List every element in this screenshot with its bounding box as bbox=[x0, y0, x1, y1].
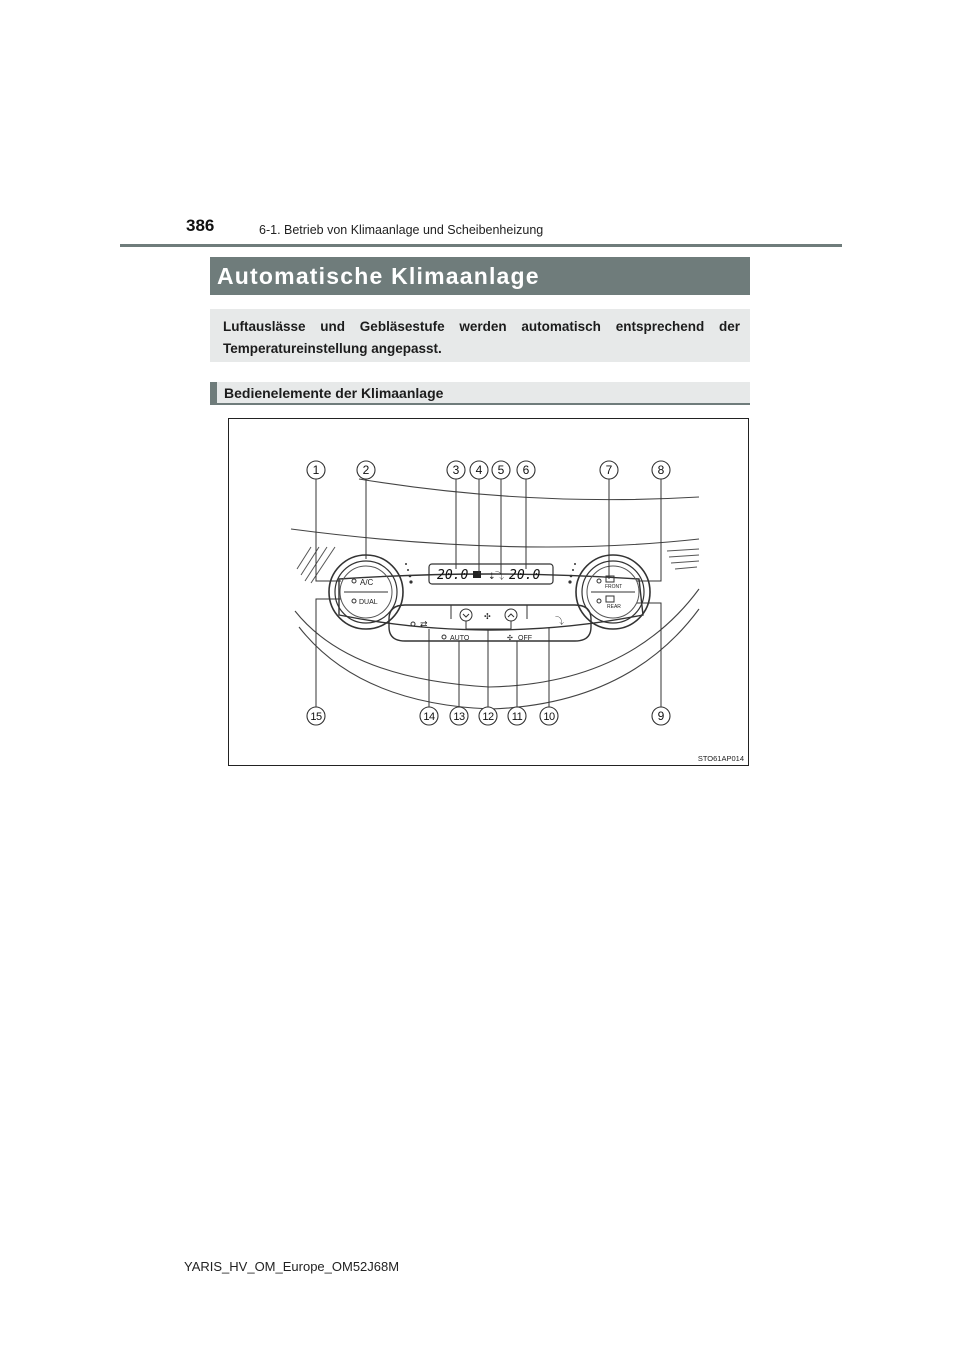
svg-text:⤵: ⤵ bbox=[555, 616, 565, 626]
svg-text:⇣: ⇣ bbox=[488, 571, 496, 581]
svg-text:15: 15 bbox=[310, 711, 322, 723]
auto-label: AUTO bbox=[450, 635, 470, 642]
callout-6 bbox=[517, 461, 535, 479]
left-temp-knob bbox=[329, 555, 403, 629]
display-right-temp: 20.0 bbox=[509, 568, 541, 583]
svg-text:✣: ✣ bbox=[484, 612, 491, 621]
rear-label: REAR bbox=[607, 604, 621, 610]
ac-label: A/C bbox=[360, 578, 374, 587]
callout-1 bbox=[307, 461, 325, 479]
callout-15 bbox=[307, 707, 325, 725]
svg-text:11: 11 bbox=[511, 711, 523, 723]
svg-text:2: 2 bbox=[362, 463, 370, 477]
dual-label: DUAL bbox=[359, 599, 378, 606]
callout-10 bbox=[540, 707, 558, 725]
section-heading-bar bbox=[210, 382, 750, 405]
svg-text:⤵: ⤵ bbox=[495, 571, 505, 581]
header-rule bbox=[120, 244, 842, 247]
section-accent bbox=[210, 382, 217, 405]
right-temp-knob bbox=[576, 555, 650, 629]
svg-text:10: 10 bbox=[543, 711, 555, 723]
svg-text:7: 7 bbox=[605, 463, 613, 477]
svg-text:14: 14 bbox=[423, 711, 435, 723]
intro-text: Luftauslässe und Gebläsestufe werden automatisch entsprechend der Temperatureinstellung angepasst. bbox=[223, 319, 740, 356]
callout-5 bbox=[492, 461, 510, 479]
callout-7 bbox=[600, 461, 618, 479]
page-title: Automatische Klimaanlage bbox=[217, 263, 540, 289]
vent-lines-right bbox=[667, 549, 699, 569]
svg-text:✣: ✣ bbox=[507, 635, 513, 642]
section-heading: Bedienelemente der Klimaanlage bbox=[224, 385, 444, 401]
front-label: FRONT bbox=[605, 584, 623, 590]
callouts-bottom bbox=[307, 707, 670, 725]
callouts-top bbox=[307, 461, 670, 479]
right-temp-scale bbox=[568, 563, 576, 584]
page-number: 386 bbox=[186, 216, 215, 235]
callout-13 bbox=[450, 707, 468, 725]
callout-3 bbox=[447, 461, 465, 479]
callout-4 bbox=[470, 461, 488, 479]
svg-text:8: 8 bbox=[657, 463, 665, 477]
svg-text:1: 1 bbox=[312, 463, 320, 477]
lower-control-strip bbox=[389, 605, 591, 642]
figure-code: STO61AP014 bbox=[697, 754, 744, 763]
climate-panel-illustration bbox=[229, 419, 750, 767]
svg-text:6: 6 bbox=[522, 463, 530, 477]
svg-text:4: 4 bbox=[475, 463, 483, 477]
svg-text:3: 3 bbox=[452, 463, 460, 477]
callout-9 bbox=[652, 707, 670, 725]
svg-text:12: 12 bbox=[482, 711, 494, 723]
callout-12 bbox=[479, 707, 497, 725]
climate-control-figure bbox=[228, 418, 749, 766]
footer-code: YARIS_HV_OM_Europe_OM52J68M bbox=[184, 1259, 400, 1274]
callout-8 bbox=[652, 461, 670, 479]
running-header: 6-1. Betrieb von Klimaanlage und Scheibenheizung bbox=[259, 223, 544, 237]
callout-14 bbox=[420, 707, 438, 725]
svg-text:5: 5 bbox=[497, 463, 505, 477]
title-bar bbox=[210, 257, 750, 295]
left-temp-scale bbox=[405, 563, 413, 584]
svg-text:13: 13 bbox=[453, 711, 465, 723]
svg-text:⇄: ⇄ bbox=[420, 619, 428, 629]
svg-text:9: 9 bbox=[657, 709, 665, 723]
dashboard-contours bbox=[291, 479, 699, 709]
display-left-temp: 20.0 bbox=[437, 568, 469, 583]
intro-box bbox=[210, 309, 750, 362]
off-label: OFF bbox=[518, 635, 532, 642]
callout-2 bbox=[357, 461, 375, 479]
temperature-display bbox=[429, 564, 553, 584]
callout-11 bbox=[508, 707, 526, 725]
